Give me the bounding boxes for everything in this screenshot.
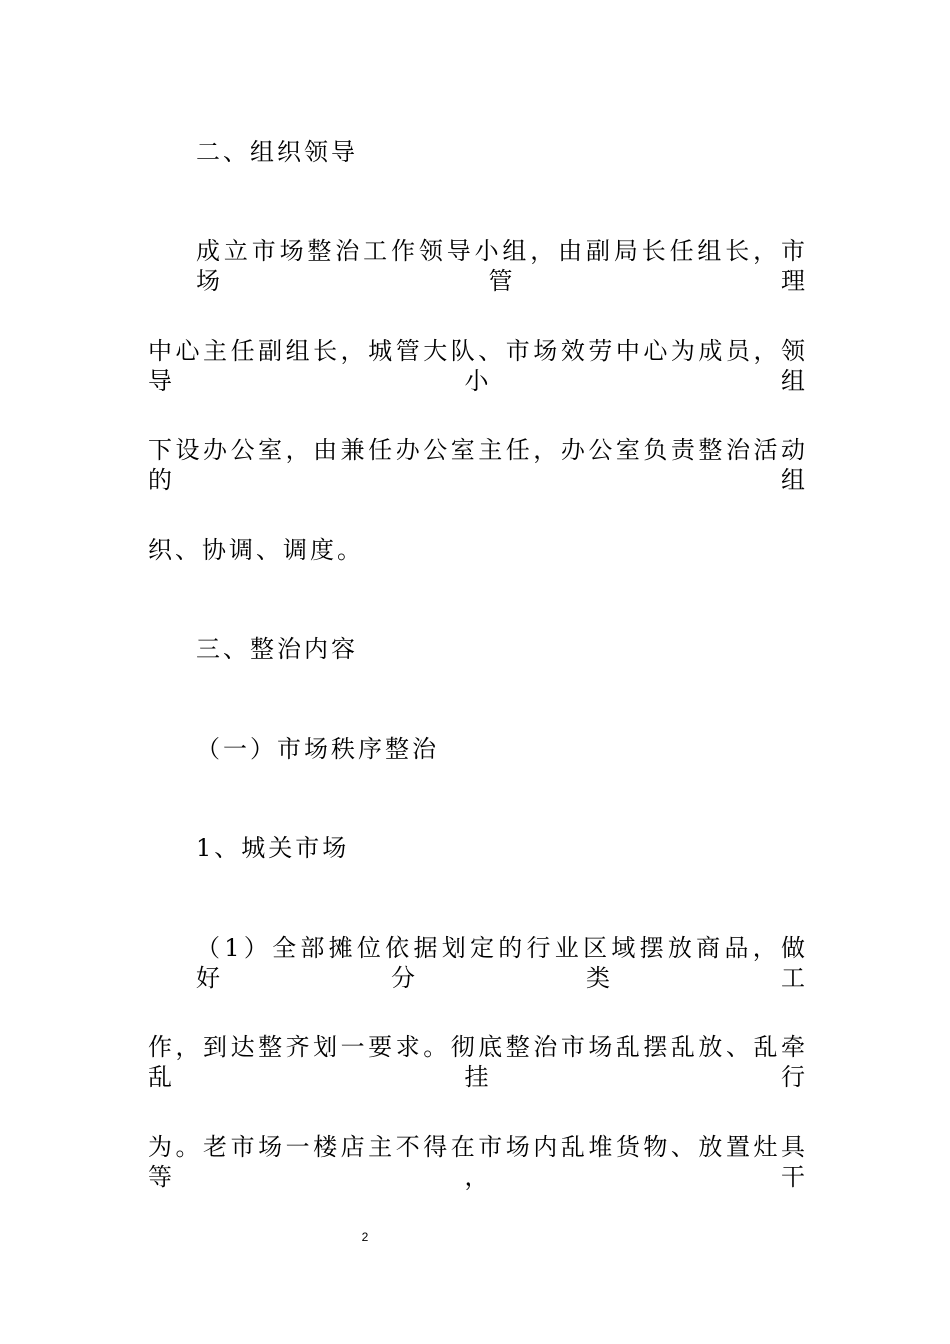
section-heading-organization: 二、组织领导	[196, 138, 358, 166]
page-number: 2	[361, 1230, 369, 1244]
subsection-heading: （一）市场秩序整治	[196, 735, 439, 763]
section-heading-content: 三、整治内容	[196, 635, 358, 663]
paragraph-line: 中心主任副组长，城管大队、市场效劳中心为成员，领导小组	[148, 337, 808, 395]
item-heading: 1、城关市场	[196, 834, 350, 862]
paragraph-line: 为。老市场一楼店主不得在市场内乱堆货物、放置灶具等，干	[148, 1133, 808, 1191]
paragraph-line: 成立市场整治工作领导小组，由副局长任组长，市场管理	[196, 237, 808, 295]
paragraph-line: 下设办公室，由兼任办公室主任，办公室负责整治活动的组	[148, 436, 808, 494]
paragraph-line: 作，到达整齐划一要求。彻底整治市场乱摆乱放、乱牵乱挂行	[148, 1033, 808, 1091]
paragraph-line: （1）全部摊位依据划定的行业区域摆放商品，做好分类工	[196, 934, 808, 992]
paragraph-line: 织、协调、调度。	[148, 536, 364, 564]
